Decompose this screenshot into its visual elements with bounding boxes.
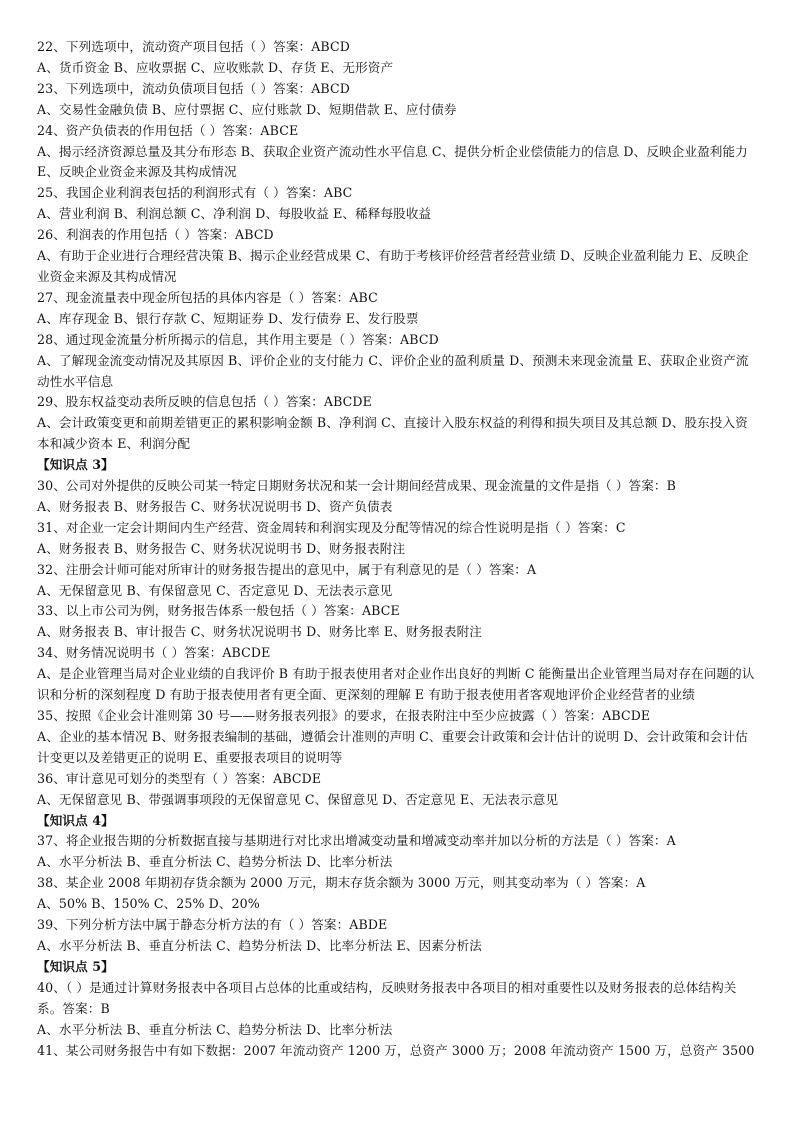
answer-options: A、会计政策变更和前期差错更正的累积影响金额 B、净利润 C、直接计入股东权益的利得和损失项目及其总额 D、股东投入资本和减少资本 E、利润分配: [37, 415, 748, 452]
section-heading: 【知识点 4】: [37, 812, 114, 828]
question-text: 28、通过现金流量分析所揭示的信息，其作用主要是（ ）答案：ABCD: [37, 331, 439, 347]
answer-options: A、货币资金 B、应收票据 C、应收账款 D、存货 E、无形资产: [37, 59, 394, 75]
question-text: 25、我国企业利润表包括的利润形式有（ ）答案：ABC: [37, 185, 353, 201]
question-text: 22、下列选项中，流动资产项目包括（ ）答案：ABCD: [37, 39, 350, 54]
question-text: 37、将企业报告期的分析数据直接与基期进行对比求出增减变动量和增减变动率并加以分析的方法是（ ）答案：A: [37, 833, 676, 849]
question-text: 23、下列选项中，流动负债项目包括（ ）答案：ABCD: [37, 80, 350, 96]
answer-options: A、库存现金 B、银行存款 C、短期证券 D、发行债券 E、发行股票: [37, 310, 419, 326]
answer-options: A、企业的基本情况 B、财务报表编制的基础，遵循会计准则的声明 C、重要会计政策和会计估计的说明 D、会计政策和会计估计变更以及差错更正的说明 E、重要报表项目的说明等: [37, 728, 748, 765]
question-text: 35、按照《企业会计准则第 30 号——财务报表列报》的要求，在报表附注中至少应披露（ ）答案：ABCDE: [37, 708, 651, 723]
answer-options: A、营业利润 B、利润总额 C、净利润 D、每股收益 E、稀释每股收益: [37, 206, 432, 222]
answer-options: A、财务报表 B、审计报告 C、财务状况说明书 D、财务比率 E、财务报表附注: [37, 624, 483, 640]
question-text: 29、股东权益变动表所反映的信息包括（ ）答案：ABCDE: [37, 394, 372, 410]
answer-options: A、水平分析法 B、垂直分析法 C、趋势分析法 D、比率分析法: [37, 1021, 393, 1037]
section-heading: 【知识点 5】: [37, 958, 114, 974]
answer-options: A、财务报表 B、财务报告 C、财务状况说明书 D、财务报表附注: [37, 540, 406, 556]
question-text: 41、某公司财务报告中有如下数据：2007 年流动资产 1200 万，总资产 3000 万；2008 年流动资产 1500 万，总资产 3500: [37, 1042, 755, 1058]
question-text: 24、资产负债表的作用包括（ ）答案：ABCE: [37, 122, 299, 138]
answer-options: A、是企业管理当局对企业业绩的自我评价 B 有助于报表使用者对企业作出良好的判断 C 能衡量出企业管理当局对存在问题的认识和分析的深刻程度 D 有助于报表使用者有更全面、更深刻的理解 E 有助于报表使用者客观地评价企业经营者的业绩: [37, 666, 755, 703]
answer-options: A、了解现金流变动情况及其原因 B、评价企业的支付能力 C、评价企业的盈利质量 D、预测未来现金流量 E、获取企业资产流动性水平信息: [37, 352, 749, 389]
answer-options: A、揭示经济资源总量及其分布形态 B、获取企业资产流动性水平信息 C、提供分析企业偿债能力的信息 D、反映企业盈利能力 E、反映企业资金来源及其构成情况: [37, 143, 752, 180]
answer-options: A、水平分析法 B、垂直分析法 C、趋势分析法 D、比率分析法 E、因素分析法: [37, 937, 483, 953]
answer-options: A、水平分析法 B、垂直分析法 C、趋势分析法 D、比率分析法: [37, 854, 393, 870]
question-text: 40、（ ）是通过计算财务报表中各项目占总体的比重或结构，反映财务报表中各项目的相对重要性以及财务报表的总体结构关系。答案：B: [37, 979, 737, 1016]
question-text: 30、公司对外提供的反映公司某一特定日期财务状况和某一会计期间经营成果、现金流量的文件是指（ ）答案：B: [37, 478, 676, 494]
answer-options: A、交易性金融负债 B、应付票据 C、应付账款 D、短期借款 E、应付债券: [37, 101, 457, 117]
question-text: 27、现金流量表中现金所包括的具体内容是（ ）答案：ABC: [37, 289, 378, 305]
section-heading: 【知识点 3】: [37, 457, 114, 473]
answer-options: A、无保留意见 B、带强调事项段的无保留意见 C、保留意见 D、否定意见 E、无法表示意见: [37, 791, 559, 807]
question-text: 34、财务情况说明书（ ）答案：ABCDE: [37, 645, 271, 661]
answer-options: A、50% B、150% C、25% D、20%: [37, 896, 260, 912]
question-text: 26、利润表的作用包括（ ）答案：ABCD: [37, 227, 274, 243]
answer-options: A、有助于企业进行合理经营决策 B、揭示企业经营成果 C、有助于考核评价经营者经营业绩 D、反映企业盈利能力 E、反映企业资金来源及其构成情况: [37, 248, 749, 284]
question-text: 36、审计意见可划分的类型有（ ）答案：ABCDE: [37, 770, 322, 786]
question-text: 33、以上市公司为例，财务报告体系一般包括（ ）答案：ABCE: [37, 603, 400, 619]
answer-options: A、财务报表 B、财务报告 C、财务状况说明书 D、资产负债表: [37, 498, 393, 514]
answer-options: A、无保留意见 B、有保留意见 C、否定意见 D、无法表示意见: [37, 582, 393, 598]
document-body: [37, 37, 759, 1061]
question-text: 31、对企业一定会计期间内生产经营、资金周转和利润实现及分配等情况的综合性说明是指（ ）答案：C: [37, 519, 626, 535]
question-text: 39、下列分析方法中属于静态分析方法的有（ ）答案：ABDE: [37, 917, 388, 933]
question-text: 32、注册会计师可能对所审计的财务报告提出的意见中，属于有利意见的是（ ）答案：A: [37, 561, 537, 577]
question-text: 38、某企业 2008 年期初存货余额为 2000 万元，期末存货余额为 3000 万元，则其变动率为（ ）答案：A: [37, 875, 646, 891]
